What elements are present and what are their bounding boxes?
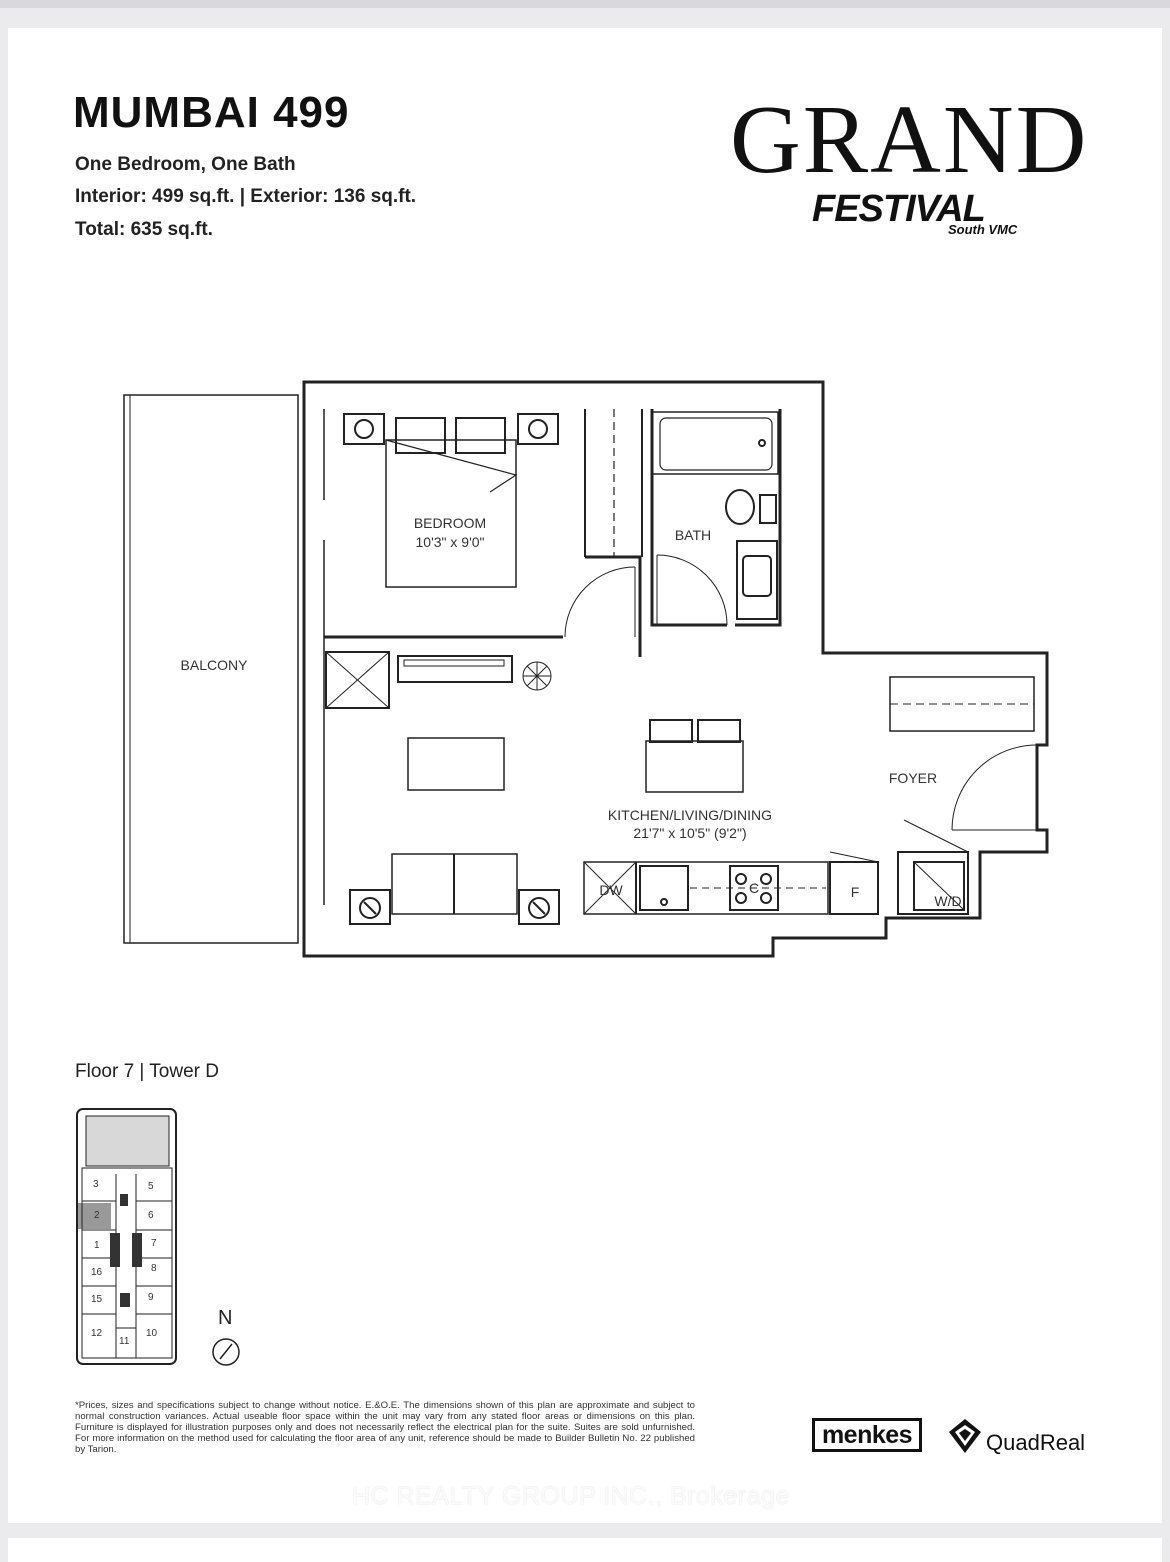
floor-tower-label: Floor 7 | Tower D <box>75 1061 219 1082</box>
keyplan-unit-10: 10 <box>146 1328 158 1339</box>
festival-logo: FESTIVAL <box>812 188 985 230</box>
keyplan-unit-12: 12 <box>91 1328 103 1339</box>
menkes-logo: menkes <box>812 1418 922 1452</box>
keyplan-unit-8: 8 <box>151 1263 157 1274</box>
bath-label: BATH <box>674 527 712 543</box>
keyplan-unit-15: 15 <box>91 1294 103 1305</box>
kitchen-label: KITCHEN/LIVING/DINING <box>607 807 773 823</box>
festival-subtext: South VMC <box>948 222 1018 237</box>
quadreal-logo: QuadReal <box>986 1430 1086 1455</box>
unit-type: One Bedroom, One Bath <box>75 154 296 175</box>
keyplan-unit-1: 1 <box>94 1240 100 1251</box>
keyplan-unit-3: 3 <box>93 1179 99 1190</box>
foyer-label: FOYER <box>888 770 938 786</box>
north-compass-icon <box>210 1336 242 1368</box>
keyplan-unit-2: 2 <box>94 1210 100 1221</box>
bedroom-dimensions: 10'3" x 9'0" <box>415 534 485 550</box>
grand-logo: GRAND <box>730 86 1089 194</box>
kitchen-dimensions: 21'7" x 10'5" (9'2") <box>633 825 747 841</box>
disclaimer-text: *Prices, sizes and specifications subject to change without notice. E.&O.E. The dimensions shown of this plan are approximate and subject to normal construction variances. Actual useable floor space within the unit may vary from any stated floor areas or dimensions on this plan. Furniture is displayed for illustration purposes only and does not necessarily reflect the electrical plan for the suite. Suites are sold unfurnished. For more information on the method used for calculating the floor area of any unit, reference should be made to Builder Bulletin No. 22 published by Tarion. <box>75 1400 695 1455</box>
cooktop-label: C <box>748 880 760 896</box>
washer-dryer-label: W/D <box>934 893 962 909</box>
keyplan-unit-9: 9 <box>148 1292 154 1303</box>
key-plan <box>76 1108 178 1366</box>
dishwasher-label: DW <box>599 882 623 898</box>
unit-title: MUMBAI 499 <box>73 88 350 137</box>
fridge-label: F <box>850 884 860 900</box>
bedroom-label: BEDROOM <box>413 515 487 531</box>
unit-outline <box>304 382 1047 956</box>
north-label: N <box>218 1307 233 1329</box>
keyplan-unit-7: 7 <box>151 1238 157 1249</box>
balcony-label: BALCONY <box>180 657 248 673</box>
unit-total: Total: 635 sq.ft. <box>75 219 213 240</box>
keyplan-unit-16: 16 <box>91 1267 103 1278</box>
keyplan-unit-11: 11 <box>119 1336 130 1347</box>
quadreal-diamond-icon <box>948 1418 982 1454</box>
watermark: HC REALTY GROUP INC., Brokerage <box>352 1482 790 1510</box>
keyplan-unit-6: 6 <box>148 1210 154 1221</box>
unit-area: Interior: 499 sq.ft. | Exterior: 136 sq.ft. <box>75 186 417 207</box>
keyplan-unit-5: 5 <box>148 1181 154 1192</box>
